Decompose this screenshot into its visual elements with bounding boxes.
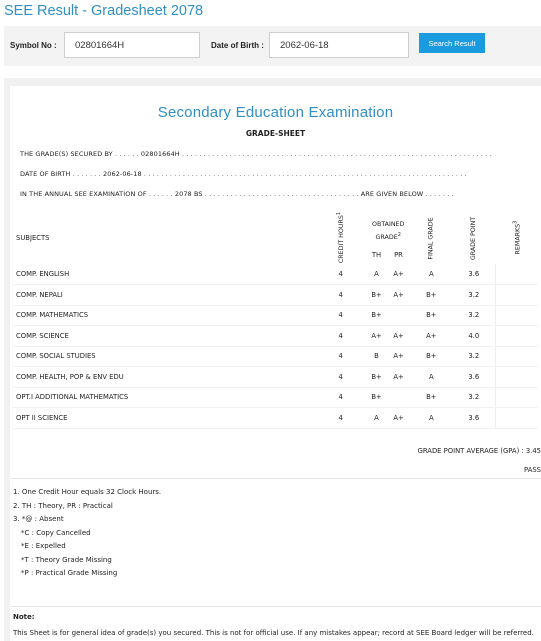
grade-point-cell: 3.2 <box>452 346 495 367</box>
table-row <box>12 387 538 408</box>
pr-grade-cell: A+ <box>387 326 410 347</box>
pr-grade-cell: A+ <box>387 285 410 306</box>
footnotes <box>13 486 161 581</box>
result-status: PASS <box>524 466 541 474</box>
pr-grade-cell: A+ <box>387 264 410 285</box>
remarks-cell <box>496 326 538 347</box>
grade-point-cell: 3.6 <box>452 408 495 429</box>
table-row <box>12 264 538 285</box>
footnote-item: 1. One Credit Hour equals 32 Clock Hours. <box>13 488 162 496</box>
given-below-label: ARE GIVEN BELOW <box>360 190 424 198</box>
pr-grade-cell: A+ <box>387 408 410 429</box>
subjects-header: SUBJECTS <box>16 234 50 242</box>
obtained-grade-header: OBTAINED GRADE$^2$ <box>372 221 405 242</box>
search-result-button[interactable]: Search Result <box>419 33 485 53</box>
gradesheet-container <box>4 78 541 641</box>
remarks-cell <box>496 367 538 388</box>
credit-hours-header: CREDIT HOURS$^1$ <box>336 212 346 264</box>
table-row <box>12 367 538 388</box>
final-grade-cell: A <box>410 264 452 285</box>
table-row <box>12 326 538 347</box>
remarks-cell <box>496 387 538 408</box>
footnote-item: *E : Expelled <box>21 542 66 550</box>
grade-point-cell: 3.6 <box>452 264 495 285</box>
pr-header: PR <box>394 251 403 259</box>
remarks-cell <box>496 305 538 326</box>
gradesheet-subtitle: GRADE-SHEET <box>245 129 306 138</box>
grades-table <box>12 212 538 429</box>
dob-input[interactable] <box>269 32 409 58</box>
exam-title: Secondary Education Examination <box>157 104 394 121</box>
final-grade-cell: B+ <box>410 305 452 326</box>
table-row <box>12 346 538 367</box>
final-grade-cell: B+ <box>410 285 452 306</box>
secured-by-label: THE GRADE(S) SECURED BY <box>20 150 113 158</box>
dob-label: Date of Birth : <box>211 41 264 50</box>
annual-label: IN THE ANNUAL SEE EXAMINATION OF <box>20 190 147 198</box>
note-text: This Sheet is for general idea of grade(s) you secured. This is not for official use. If any mistakes appear; record at SEE Board ledger will be referred. <box>13 629 534 637</box>
grade-point-cell: 3.2 <box>452 305 495 326</box>
credit-cell: 4 <box>315 285 366 306</box>
dob-line-value: 2062-06-18 <box>102 170 142 178</box>
annual-exam-line: IN THE ANNUAL SEE EXAMINATION OF . . . . . . 2078 BS . . . . . . . . . . . . . . . . . . . . . . . . . . . . . . . . . . . . ARE GIVEN BELOW . . . . . . . <box>20 190 454 198</box>
footnote-item: *P : Practical Grade Missing <box>21 569 118 577</box>
th-grade-cell: B+ <box>366 387 387 408</box>
remarks-cell <box>496 408 538 429</box>
search-bar <box>4 26 541 66</box>
subject-cell: COMP. ENGLISH <box>12 264 315 285</box>
final-grade-cell: A+ <box>410 326 452 347</box>
credit-cell: 4 <box>315 367 366 388</box>
gradesheet <box>10 86 541 641</box>
symbol-input[interactable] <box>64 32 200 58</box>
subject-cell: COMP. SOCIAL STUDIES <box>12 346 315 367</box>
final-grade-cell: A <box>410 408 452 429</box>
note-label: Note: <box>13 613 35 621</box>
secured-by-symbol: 02801664H <box>140 150 180 158</box>
gpa-label: GRADE POINT AVERAGE (GPA) : <box>417 447 524 455</box>
grade-point-cell: 4.0 <box>452 326 495 347</box>
secured-by-line: THE GRADE(S) SECURED BY . . . . . . 02801664H . . . . . . . . . . . . . . . . . . . . . . . . . . . . . . . . . . . . . . . . . . . . . . . . . . . . . . . . . . . . . . . . . . . . . . . . <box>20 150 492 158</box>
credit-cell: 4 <box>315 387 366 408</box>
remarks-cell <box>496 264 538 285</box>
remarks-cell <box>496 285 538 306</box>
grade-point-cell: 3.2 <box>452 285 495 306</box>
credit-cell: 4 <box>315 264 366 285</box>
th-grade-cell: A <box>366 264 387 285</box>
table-row <box>12 305 538 326</box>
footnote-divider <box>10 478 541 479</box>
remarks-header: REMARKS$^3$ <box>512 221 522 255</box>
th-grade-cell: B <box>366 346 387 367</box>
table-row <box>12 285 538 306</box>
credit-cell: 4 <box>315 346 366 367</box>
grade-point-header: GRADE POINT <box>470 216 478 261</box>
symbol-label: Symbol No : <box>10 41 57 50</box>
final-grade-cell: B+ <box>410 387 452 408</box>
subject-cell: COMP. HEALTH, POP & ENV EDU <box>12 367 315 388</box>
footnote-item: *C : Copy Cancelled <box>21 528 91 537</box>
dob-line: DATE OF BIRTH . . . . . . . 2062-06-18 . . . . . . . . . . . . . . . . . . . . . . . . . . . . . . . . . . . . . . . . . . . . . . . . . . . . . . . . . . . . . . . . . . . . . . . . . . . <box>20 170 467 178</box>
grade-point-cell: 3.2 <box>452 387 495 408</box>
table-header-row <box>12 212 538 246</box>
th-header: TH <box>371 251 382 259</box>
footnote-item: 3. *@ : Absent <box>13 515 64 523</box>
final-grade-cell: B+ <box>410 346 452 367</box>
th-grade-cell: B+ <box>366 305 387 326</box>
remarks-cell <box>496 346 538 367</box>
final-grade-cell: A <box>410 367 452 388</box>
credit-cell: 4 <box>315 408 366 429</box>
subject-cell: COMP. NEPALI <box>12 285 315 306</box>
pr-grade-cell <box>387 387 410 408</box>
note-divider <box>10 606 541 607</box>
th-grade-cell: B+ <box>366 285 387 306</box>
table-row <box>12 408 538 429</box>
pr-grade-cell: A+ <box>387 367 410 388</box>
grade-point-cell: 3.6 <box>452 367 495 388</box>
subject-cell: OPT.I ADDITIONAL MATHEMATICS <box>12 387 315 408</box>
th-grade-cell: B+ <box>366 367 387 388</box>
pr-grade-cell: A+ <box>387 346 410 367</box>
pr-grade-cell <box>387 305 410 326</box>
dob-line-label: DATE OF BIRTH <box>20 170 71 178</box>
subject-cell: COMP. MATHEMATICS <box>12 305 315 326</box>
annual-year: 2078 BS <box>174 190 203 198</box>
page-title: SEE Result - Gradesheet 2078 <box>4 3 204 19</box>
subject-cell: OPT II SCIENCE <box>12 408 315 429</box>
footnote-item: *T : Theory Grade Missing <box>21 555 112 564</box>
final-grade-header: FINAL GRADE <box>427 217 435 260</box>
credit-cell: 4 <box>315 326 366 347</box>
gpa-value: 3.45 <box>525 447 541 455</box>
subject-cell: COMP. SCIENCE <box>12 326 315 347</box>
footnote-item: 2. TH : Theory, PR : Practical <box>13 501 113 510</box>
credit-cell: 4 <box>315 305 366 326</box>
th-grade-cell: A+ <box>366 326 387 347</box>
th-grade-cell: A <box>366 408 387 429</box>
gpa-line <box>418 447 541 455</box>
